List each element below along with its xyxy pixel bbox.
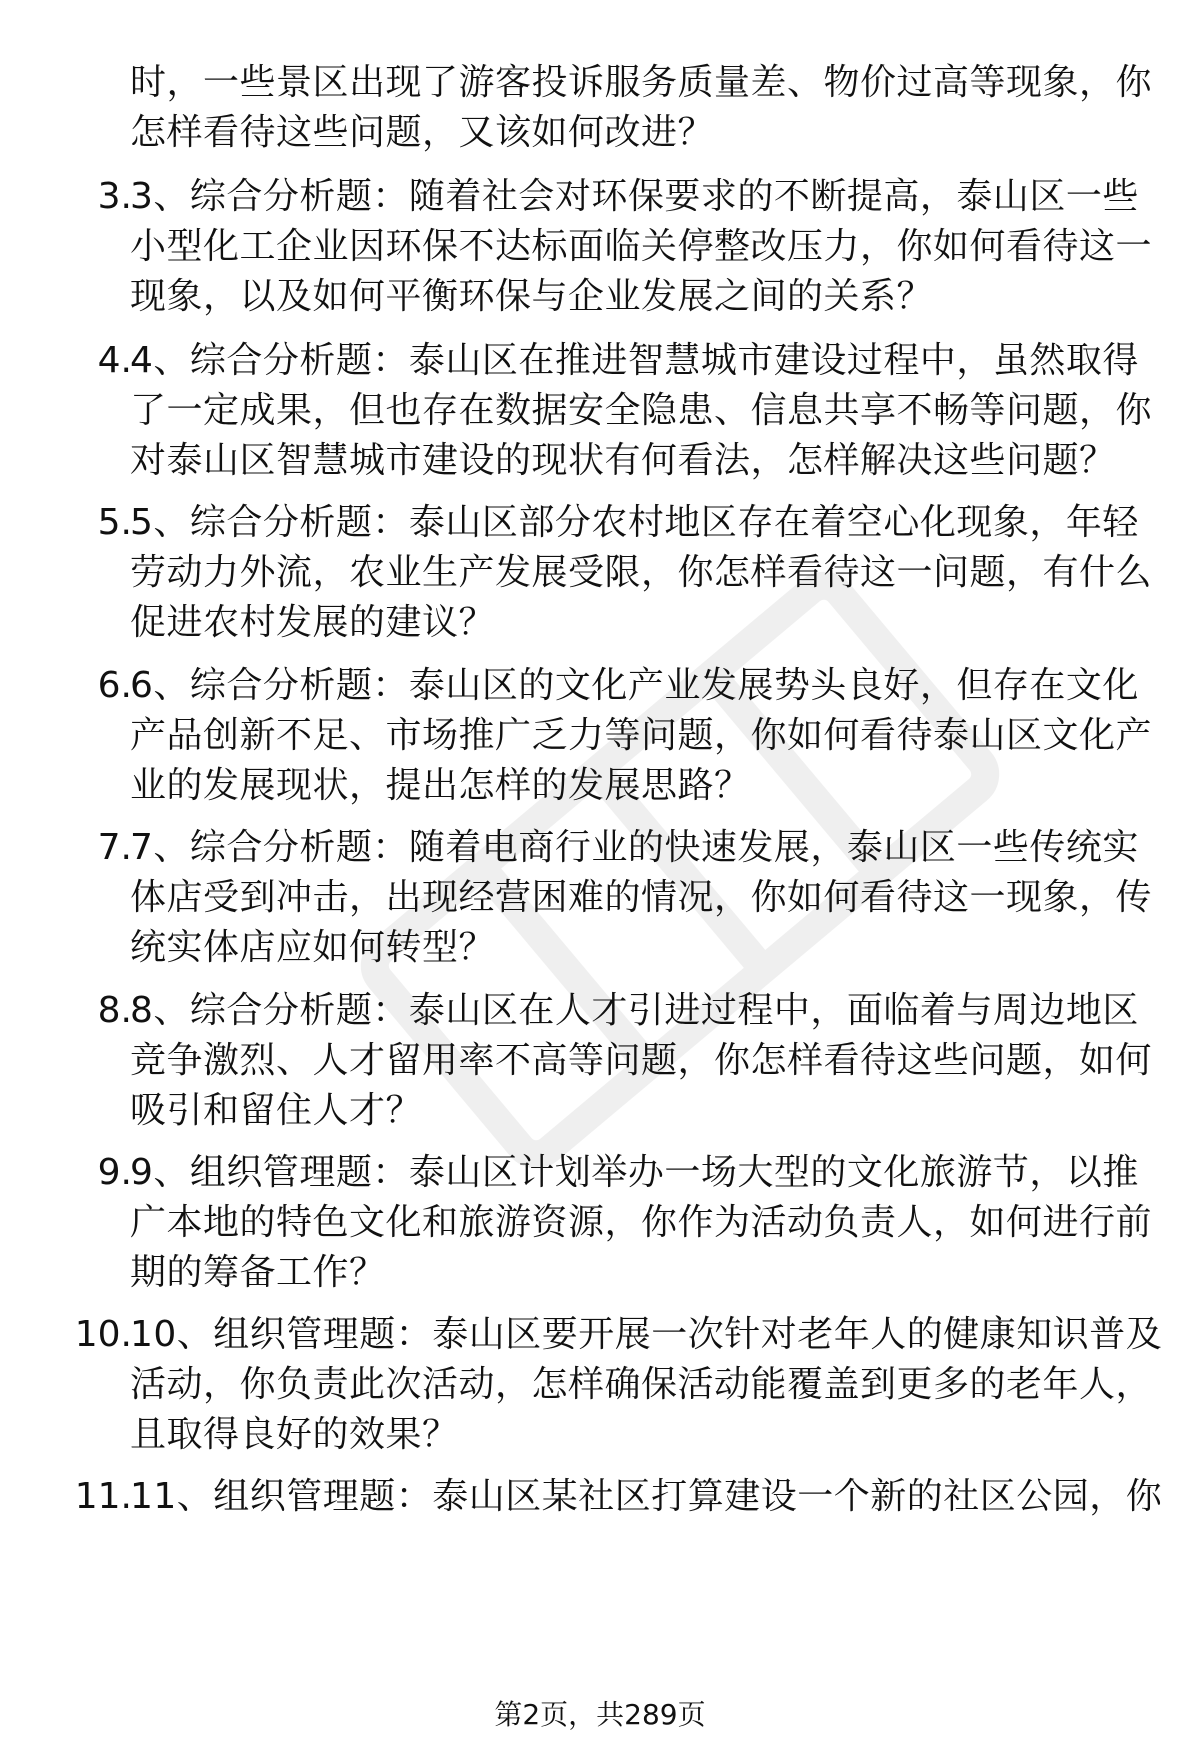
list-item-number: 4.	[97, 340, 132, 381]
list-item-text: 3、综合分析题：随着社会对环保要求的不断提高，泰山区一些小型化工企业因环保不达标面临关停整改压力，你如何看待这一现象，以及如何平衡环保与企业发展之间的关系？	[130, 176, 1153, 317]
list-item-text: 6、综合分析题：泰山区的文化产业发展势头良好，但存在文化产品创新不足、市场推广乏力等问题，你如何看待泰山区文化产业的发展现状，提出怎样的发展思路？	[130, 665, 1153, 806]
list-item-number: 10.	[74, 1314, 132, 1355]
list-item-number: 8.	[97, 990, 132, 1031]
list-item-number: 5.	[97, 502, 132, 543]
list-item-number: 7.	[97, 827, 132, 868]
list-item-text: 9、组织管理题：泰山区计划举办一场大型的文化旅游节，以推广本地的特色文化和旅游资源，你作为活动负责人，如何进行前期的筹备工作？	[130, 1152, 1153, 1293]
list-item-number: 3.	[97, 176, 132, 217]
list-item-number: 6.	[97, 665, 132, 706]
list-item-text: 7、综合分析题：随着电商行业的快速发展，泰山区一些传统实体店受到冲击，出现经营困难的情况，你如何看待这一现象，传统实体店应如何转型？	[130, 827, 1153, 968]
list-item-text: 10、组织管理题：泰山区要开展一次针对老年人的健康知识普及活动，你负责此次活动，怎样确保活动能覆盖到更多的老年人，且取得良好的效果？	[130, 1314, 1163, 1455]
list-item-text: 5、综合分析题：泰山区部分农村地区存在着空心化现象，年轻劳动力外流，农业生产发展受限，你怎样看待这一问题，有什么促进农村发展的建议？	[130, 502, 1153, 643]
list-item-text: 4、综合分析题：泰山区在推进智慧城市建设过程中，虽然取得了一定成果，但也存在数据安全隐患、信息共享不畅等问题，你对泰山区智慧城市建设的现状有何看法，怎样解决这些问题？	[130, 340, 1153, 481]
list-item-number: 11.	[74, 1476, 132, 1517]
list-item-text: 8、综合分析题：泰山区在人才引进过程中，面临着与周边地区竞争激烈、人才留用率不高等问题，你怎样看待这些问题，如何吸引和留住人才？	[130, 990, 1153, 1131]
list-item-number: 9.	[97, 1152, 132, 1193]
continuation-paragraph: 时，一些景区出现了游客投诉服务质量差、物价过高等现象，你怎样看待这些问题，又该如何改进？	[130, 62, 1153, 153]
page-footer: 第2页，共289页	[494, 1698, 706, 1731]
list-item-text: 11、组织管理题：泰山区某社区打算建设一个新的社区公园，你	[130, 1476, 1163, 1517]
